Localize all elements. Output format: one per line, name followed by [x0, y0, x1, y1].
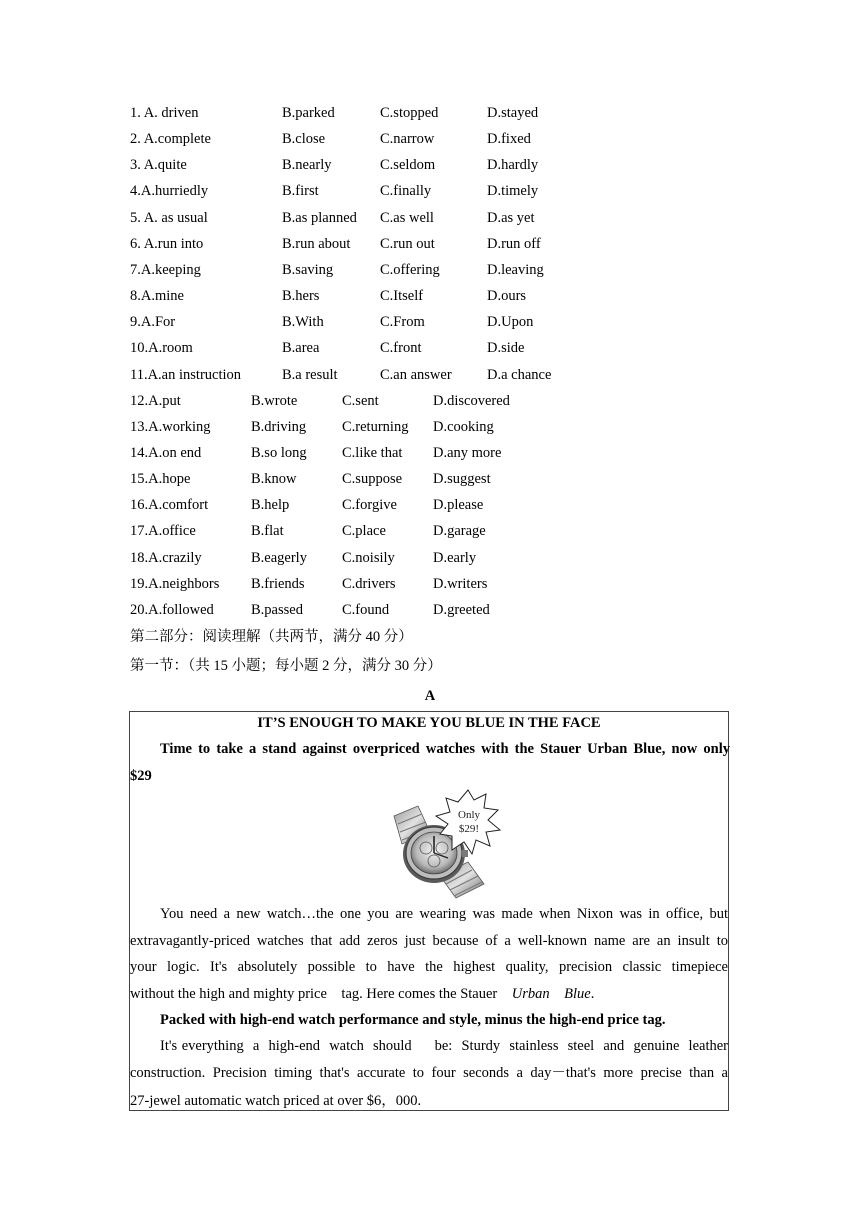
option-b: B.first: [282, 183, 319, 200]
option-a: 3. A.quite: [130, 157, 187, 174]
ad-paragraph-3-line: construction. Precision timing that's accurate to four seconds a day－that's more precise than a: [130, 1064, 728, 1081]
option-c: C.narrow: [380, 131, 435, 148]
option-c: C.front: [380, 340, 422, 357]
option-c: C.sent: [342, 392, 379, 409]
option-c: C.noisily: [342, 549, 395, 566]
ad-title: IT’S ENOUGH TO MAKE YOU BLUE IN THE FACE: [257, 715, 601, 731]
option-d: D.Upon: [487, 314, 534, 331]
option-b: B.passed: [251, 601, 303, 618]
option-d: D.ours: [487, 288, 527, 305]
option-c: C.From: [380, 314, 425, 331]
option-c: C.stopped: [380, 105, 439, 121]
option-b: B.so long: [251, 444, 307, 461]
option-d: D.greeted: [433, 601, 490, 618]
option-d: D.as yet: [487, 209, 535, 226]
option-d: D.leaving: [487, 261, 544, 278]
option-d: D.garage: [433, 523, 486, 540]
option-a: 8.A.mine: [130, 288, 184, 305]
option-c: C.drivers: [342, 575, 396, 592]
option-c: C.suppose: [342, 471, 403, 488]
ad-paragraph-1-line: your logic. It's absolutely possible to have the highest quality, precision classic timepiece: [130, 959, 728, 975]
ad-paragraph-1-prefix: without the high and mighty price tag. Here comes the Stauer: [130, 985, 512, 1002]
option-d: D.stayed: [487, 105, 539, 121]
option-a: 12.A.put: [130, 392, 181, 409]
passage-letter: A: [424, 688, 436, 704]
badge-line-1: Only: [458, 809, 480, 821]
option-b: B.nearly: [282, 157, 332, 174]
option-a: 14.A.on end: [130, 444, 202, 461]
product-name: Urban Blue: [511, 985, 591, 1002]
option-b: B.help: [251, 497, 290, 514]
option-b: B.flat: [251, 523, 284, 540]
option-b: B.parked: [282, 105, 335, 121]
option-c: C.like that: [342, 444, 403, 461]
ad-paragraph-2: Packed with high-end watch performance and style, minus the high-end price tag.: [160, 1012, 666, 1028]
option-d: D.run off: [487, 235, 541, 252]
option-a: 6. A.run into: [130, 235, 204, 252]
ad-paragraph-1: [130, 901, 728, 1007]
option-c: C.run out: [380, 235, 435, 252]
option-a: 19.A.neighbors: [130, 575, 220, 592]
ad-paragraph-1-last-line: [130, 981, 728, 1008]
badge-line-2: $29!: [458, 823, 480, 835]
option-a: 13.A.working: [130, 418, 211, 435]
option-c: C.offering: [380, 261, 440, 278]
option-b: B.eagerly: [251, 549, 307, 566]
ad-paragraph-3-line: It's everything a high-end watch should be: Sturdy stainless steel and genuine leather: [160, 1038, 728, 1054]
section-one-heading: 第一节：（共 15 小题；每小题 2 分，满分 30 分）: [130, 658, 442, 674]
option-a: 18.A.crazily: [130, 549, 202, 566]
option-c: C.seldom: [380, 157, 436, 174]
option-a: 20.A.followed: [130, 601, 214, 618]
option-b: B.area: [282, 340, 320, 357]
option-d: D.a chance: [487, 366, 552, 383]
option-d: D.side: [487, 340, 525, 357]
ad-paragraph-1-line: extravagantly-priced watches that add zeros just because of a well-known name are an insult to: [130, 932, 728, 949]
option-c: C.forgive: [342, 497, 397, 514]
option-b: B.as planned: [282, 209, 357, 226]
option-d: D.hardly: [487, 157, 539, 174]
option-b: B.friends: [251, 575, 305, 592]
ad-paragraph-1-line: You need a new watch…the one you are wearing was made when Nixon was in office, but: [160, 906, 728, 922]
option-c: C.returning: [342, 418, 409, 435]
ad-paragraph-3-last-line: 27-jewel automatic watch priced at over $6，000.: [130, 1093, 422, 1109]
ad-paragraph-3: [130, 1033, 728, 1116]
ad-subtitle: [130, 736, 730, 790]
option-d: D.suggest: [433, 471, 491, 488]
ad-subtitle-line-2: $29: [130, 768, 152, 784]
option-d: D.please: [433, 497, 484, 514]
option-d: D.discovered: [433, 392, 510, 409]
option-a: 1. A. driven: [130, 105, 199, 121]
option-c: C.an answer: [380, 366, 452, 383]
option-b: B.wrote: [251, 392, 298, 409]
option-d: D.fixed: [487, 131, 531, 148]
option-a: 15.A.hope: [130, 471, 191, 488]
ad-paragraph-1-end: .: [590, 985, 595, 1002]
option-b: B.saving: [282, 261, 334, 278]
ad-subtitle-line-1: Time to take a stand against overpriced watches with the Stauer Urban Blue, now only: [160, 741, 730, 757]
option-d: D.any more: [433, 444, 502, 461]
option-c: C.finally: [380, 183, 432, 200]
option-a: 7.A.keeping: [130, 261, 201, 278]
option-b: B.run about: [282, 235, 351, 252]
option-b: B.close: [282, 131, 326, 148]
option-a: 4.A.hurriedly: [130, 183, 209, 200]
advertisement-box: [129, 711, 729, 1111]
part-two-heading: 第二部分：阅读理解（共两节，满分 40 分）: [130, 629, 413, 645]
option-d: D.early: [433, 549, 477, 566]
option-a: 10.A.room: [130, 340, 193, 357]
option-d: D.timely: [487, 183, 539, 200]
option-c: C.as well: [380, 209, 434, 226]
option-a: 11.A.an instruction: [130, 366, 242, 383]
option-b: B.hers: [282, 288, 320, 305]
option-d: D.cooking: [433, 418, 494, 435]
option-c: C.found: [342, 601, 390, 618]
option-d: D.writers: [433, 575, 488, 592]
watch-image: [388, 788, 502, 900]
option-a: 2. A.complete: [130, 131, 211, 148]
option-a: 16.A.comfort: [130, 497, 209, 514]
option-a: 5. A. as usual: [130, 209, 208, 226]
option-b: B.With: [282, 314, 324, 331]
option-b: B.a result: [282, 366, 338, 383]
option-b: B.know: [251, 471, 297, 488]
option-c: C.Itself: [380, 288, 424, 305]
option-a: 17.A.office: [130, 523, 196, 540]
option-c: C.place: [342, 523, 386, 540]
option-b: B.driving: [251, 418, 307, 435]
option-a: 9.A.For: [130, 314, 176, 331]
